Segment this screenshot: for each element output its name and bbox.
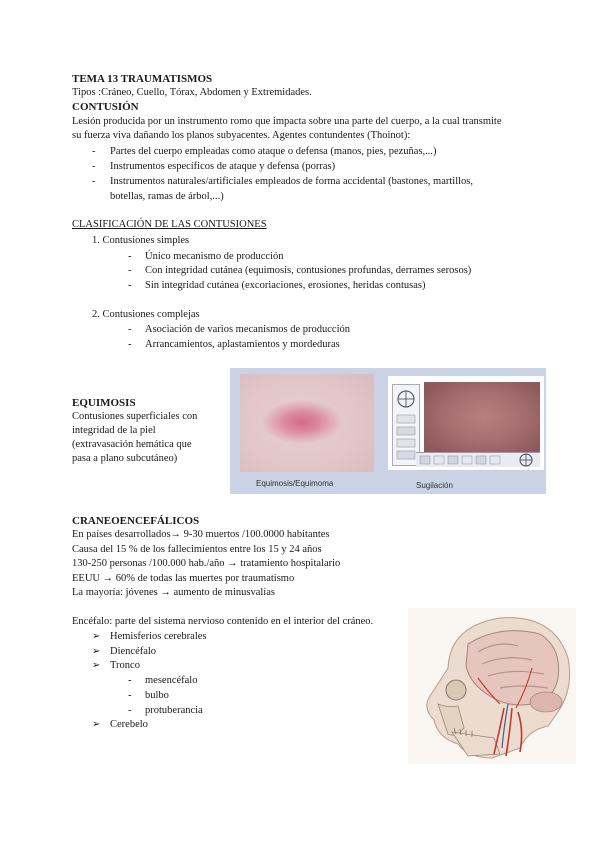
page-title: TEMA 13 TRAUMATISMOS	[72, 73, 213, 85]
list-item-continuation: botellas, ramas de árbol,...)	[110, 191, 224, 202]
numbered-item-1: 1. Contusiones simples	[92, 235, 190, 246]
list-item: Con integridad cutánea (equimosis, contusiones profundas, derrames serosos)	[145, 265, 472, 276]
stat-line: 130-250 personas /100.000 hab./año → tratamiento hospitalario	[72, 558, 341, 569]
list-bullet: -	[128, 251, 132, 262]
contusion-heading: CONTUSIÓN	[72, 101, 139, 113]
stat-line: La mayoría: jóvenes → aumento de minusvalías	[72, 587, 275, 598]
list-item: Instrumentos naturales/artificiales empleados de forma accidental (bastones, martillos,	[110, 176, 473, 187]
list-bullet: -	[128, 280, 132, 291]
stat-line: En países desarrollados→ 9-30 muertos /100.0000 habitantes	[72, 529, 330, 540]
list-item: Tronco	[110, 660, 140, 671]
equimosis-heading: EQUIMOSIS	[72, 397, 136, 409]
stat-line: EEUU → 60% de todas las muertes por traumatismo	[72, 573, 295, 584]
equimosis-text: (extravasación hemática que	[72, 439, 192, 450]
list-item: Instrumentos específicos de ataque y defensa (porras)	[110, 161, 336, 172]
stat-line: Causa del 15 % de los fallecimientos entre los 15 y 24 años	[72, 544, 322, 555]
numbered-item-2: 2. Contusiones complejas	[92, 309, 200, 320]
list-bullet: -	[128, 324, 132, 335]
list-item: Partes del cuerpo empleadas como ataque o defensa (manos, pies, pezuñas,...)	[110, 146, 437, 157]
contusion-definition-line2: su fuerza viva dañando los planos subyacentes. Agentes contundentes (Thoinot):	[72, 130, 411, 141]
list-bullet: -	[92, 146, 96, 157]
equimosis-text: Contusiones superficiales con	[72, 411, 198, 422]
arrow-bullet-icon: ➢	[92, 660, 101, 671]
list-item: protuberancia	[145, 705, 203, 716]
list-item: Asociación de varios mecanismos de producción	[145, 324, 350, 335]
tipos-line: Tipos :Cráneo, Cuello, Tórax, Abdomen y Extremidades.	[72, 87, 312, 98]
contusion-definition-line1: Lesión producida por un instrumento romo que impacta sobre una parte del cuerpo, a la cual transmite	[72, 116, 502, 127]
list-bullet: -	[128, 705, 132, 716]
equimosis-text: pasa a plano subcutáneo)	[72, 453, 178, 464]
list-bullet: -	[128, 675, 132, 686]
craneoencefalicos-heading: CRANEOENCEFÁLICOS	[72, 515, 200, 527]
list-bullet: -	[128, 690, 132, 701]
list-item: Sin integridad cutánea (excoriaciones, erosiones, heridas contusas)	[145, 280, 426, 291]
arrow-bullet-icon: ➢	[92, 631, 101, 642]
sugilacion-photo	[388, 376, 544, 470]
sugilacion-skin-image	[424, 382, 540, 454]
arrow-bullet-icon: ➢	[92, 646, 101, 657]
equimosis-photo	[240, 374, 374, 472]
list-item: Hemisferios cerebrales	[110, 631, 207, 642]
head-anatomy-illustration	[408, 608, 576, 764]
equimosis-figure	[230, 368, 546, 494]
list-bullet: -	[128, 339, 132, 350]
encefalo-definition: Encéfalo: parte del sistema nervioso contenido en el interior del cráneo.	[72, 616, 374, 627]
list-item: mesencéfalo	[145, 675, 198, 686]
list-bullet: -	[128, 265, 132, 276]
list-bullet: -	[92, 176, 96, 187]
arrow-bullet-icon: ➢	[92, 719, 101, 730]
list-item: bulbo	[145, 690, 169, 701]
list-item: Cerebelo	[110, 719, 148, 730]
list-item: Único mecanismo de producción	[145, 251, 284, 262]
list-item: Arrancamientos, aplastamientos y mordeduras	[145, 339, 340, 350]
figure-caption-equimosis: Equimosis/Equimoma	[256, 479, 334, 488]
list-item: Diencéfalo	[110, 646, 157, 657]
list-bullet: -	[92, 161, 96, 172]
forensic-scale-horizontal	[416, 452, 540, 467]
clasificacion-heading: CLASIFICACIÓN DE LAS CONTUSIONES	[72, 219, 267, 230]
equimosis-text: integridad de la piel	[72, 425, 156, 436]
figure-caption-sugilacion: Sugilación	[416, 481, 453, 490]
